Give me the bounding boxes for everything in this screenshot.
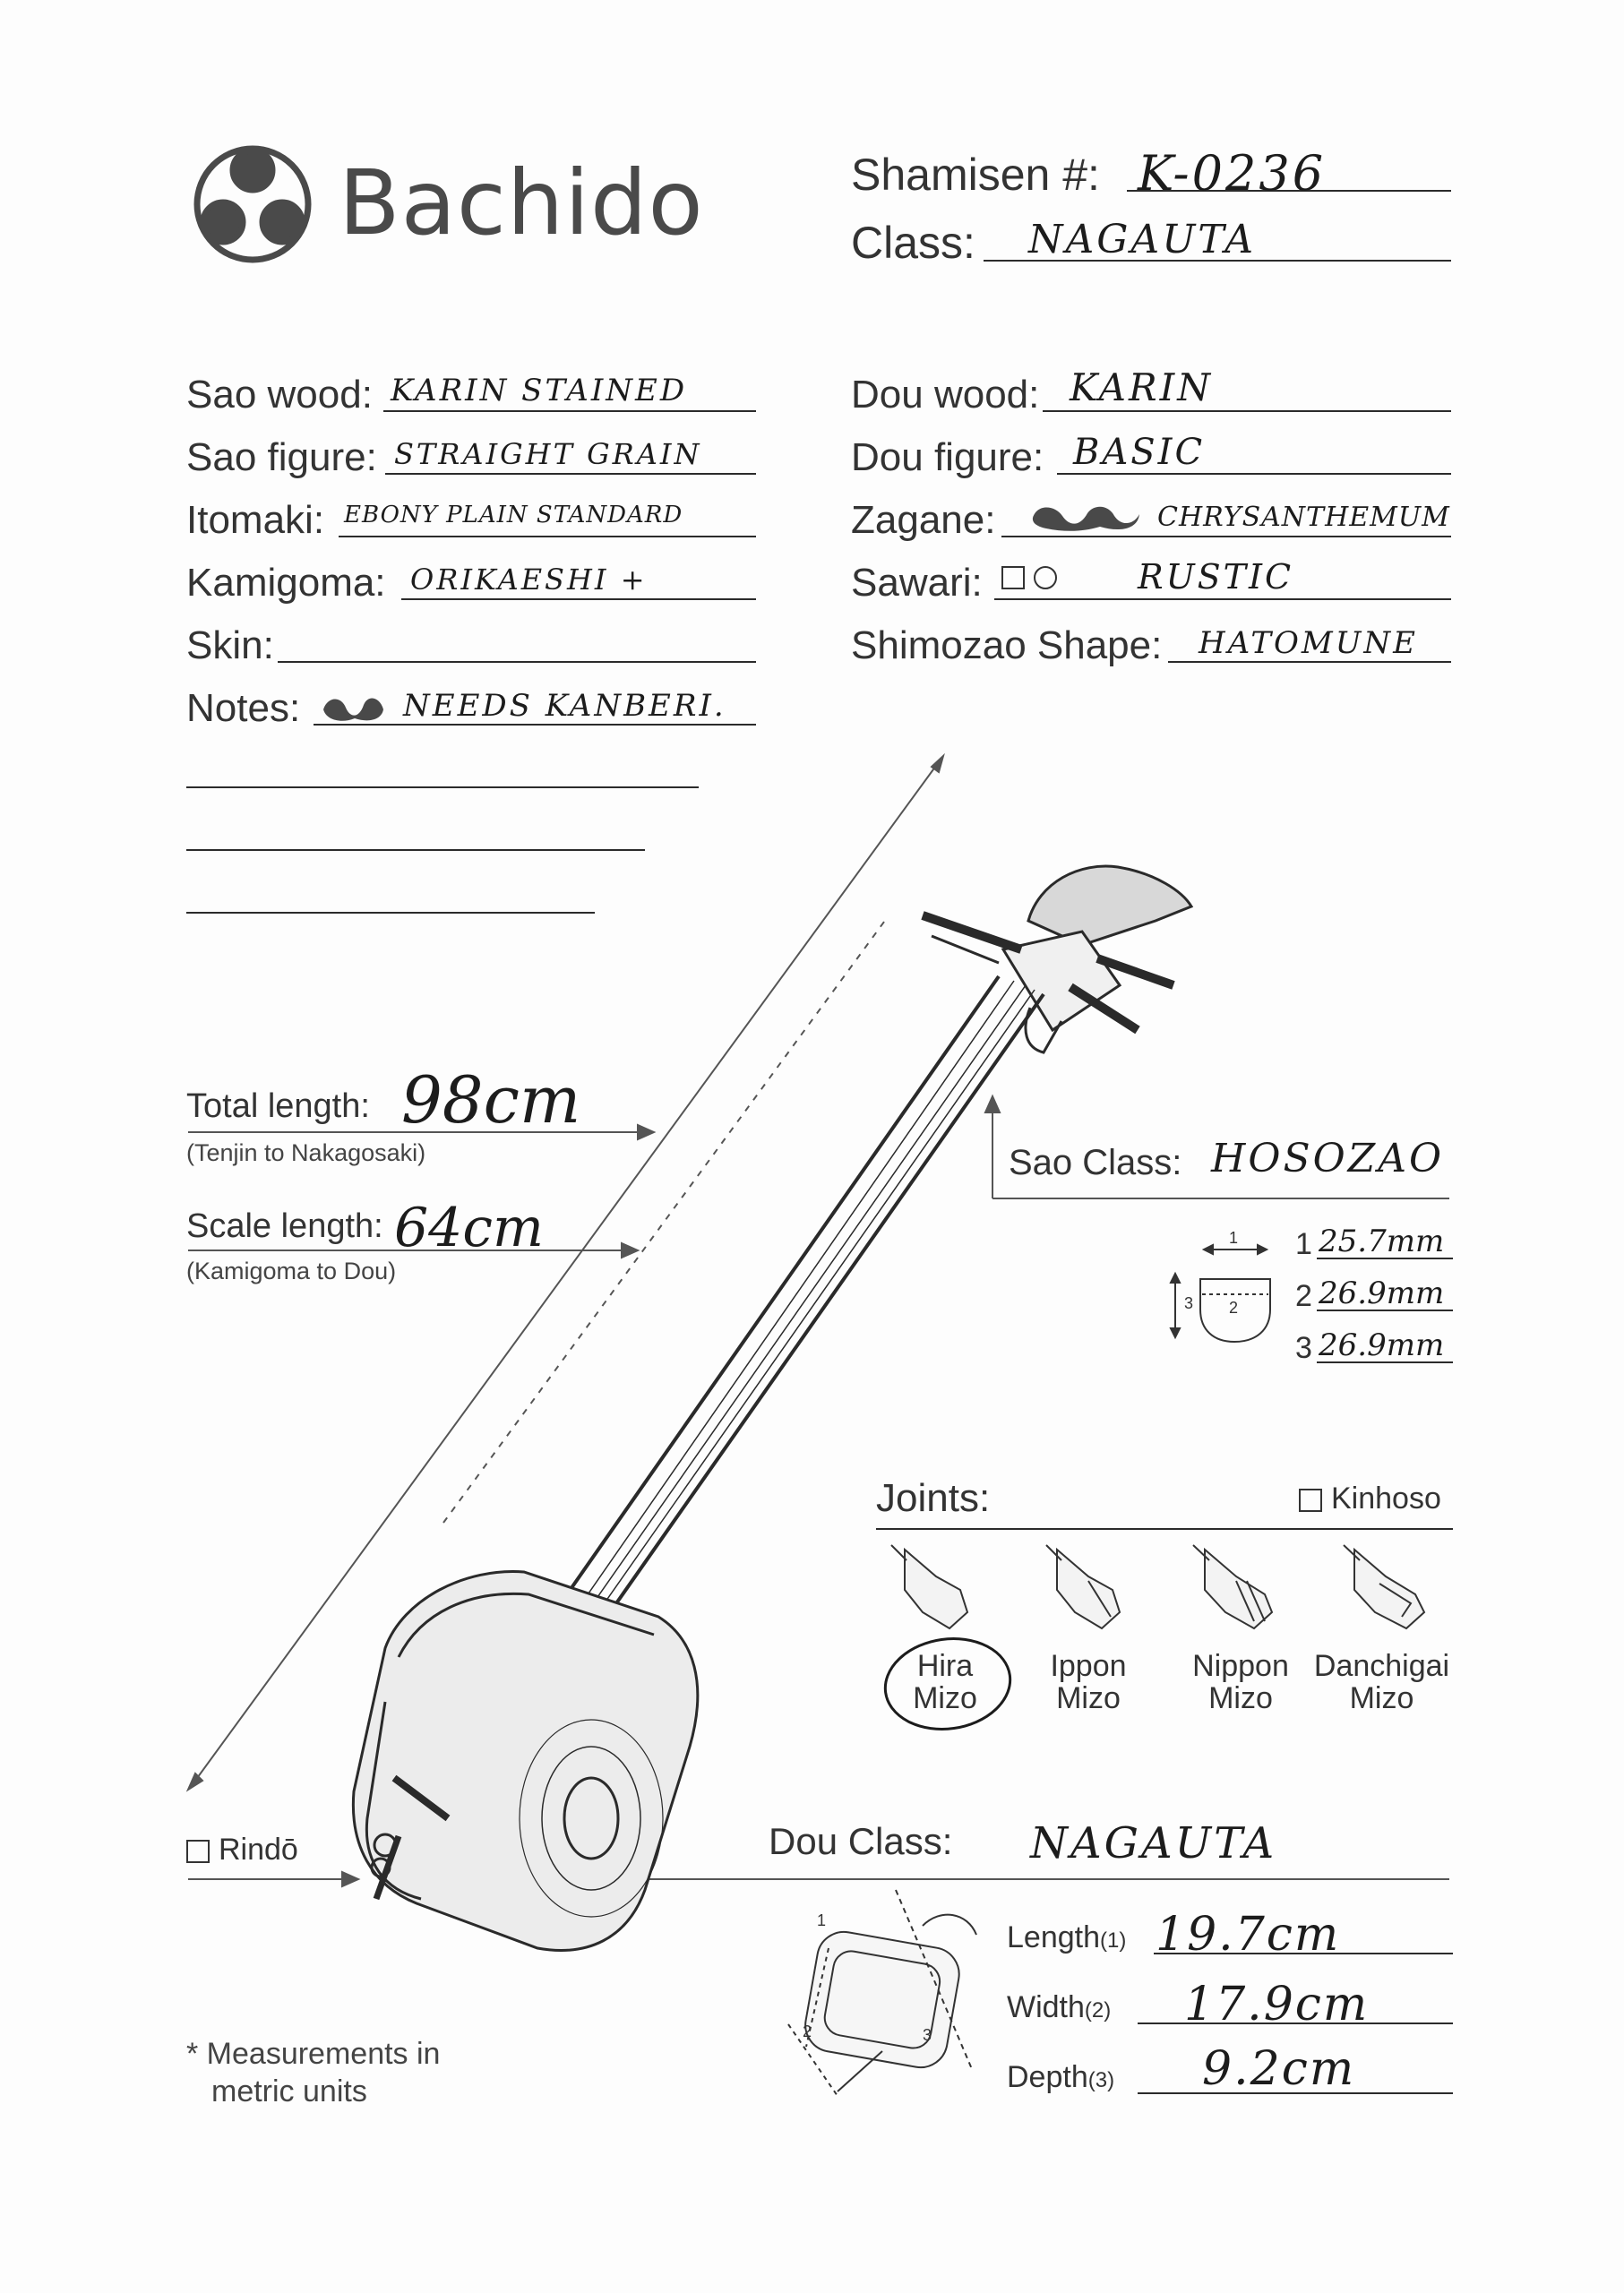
dou-figure-label: Dou figure: (851, 435, 1044, 479)
kamigoma-value: ORIKAESHI + (410, 563, 648, 597)
joints-label: Joints: (876, 1476, 991, 1520)
class-label: Class: (851, 218, 975, 268)
notes-value: NEEDS KANBERI. (403, 688, 726, 724)
dou-depth-label-text: Depth (1007, 2060, 1088, 2094)
sao-measure-1-value: 25.7mm (1319, 1224, 1445, 1259)
sao-figure-label: Sao figure: (186, 435, 377, 479)
dou-figure-line (1057, 473, 1451, 475)
dou-length-label-num: (1) (1100, 1928, 1127, 1953)
bachido-logo-icon (197, 149, 308, 260)
notes-extra-line-2 (186, 849, 645, 851)
sawari-circle-radio[interactable] (1034, 566, 1057, 589)
kinhoso-option[interactable] (1299, 1481, 1441, 1516)
dou-length-label (1007, 1920, 1126, 1955)
sao-diagram-label-2: 2 (1229, 1299, 1239, 1317)
itomaki-value: EBONY PLAIN STANDARD (344, 502, 683, 528)
shimozao-shape-label: Shimozao Shape: (851, 623, 1163, 667)
dou-length-value: 19.7cm (1156, 1908, 1341, 1962)
dou-wood-label: Dou wood: (851, 373, 1040, 417)
skin-label: Skin: (186, 623, 274, 667)
sawari-options (1001, 566, 1057, 589)
zagane-scribble-icon (1028, 500, 1145, 536)
total-length-subtitle: (Tenjin to Nakagosaki) (186, 1139, 426, 1166)
footnote-line-2: metric units (211, 2074, 367, 2108)
sawari-square-checkbox[interactable] (1001, 566, 1025, 589)
dou-length-label-text: Length (1007, 1920, 1100, 1954)
sao-measure-1-number: 1 (1295, 1227, 1312, 1261)
sao-figure-line (385, 473, 756, 475)
sao-wood-value: KARIN STAINED (391, 373, 688, 408)
joint-nippon-line2: Mizo (1208, 1681, 1273, 1715)
dou-wood-line (1043, 410, 1451, 412)
dou-figure-value: BASIC (1073, 432, 1206, 473)
joint-hira-line1: Hira (916, 1649, 974, 1683)
dou-width-label-text: Width (1007, 1990, 1085, 2024)
dou-wood-value: KARIN (1070, 365, 1213, 409)
rindo-label: Rindō (219, 1833, 298, 1867)
joint-option-ippon-mizo[interactable] (1030, 1650, 1147, 1714)
shamisen-number-value: K-0236 (1138, 145, 1327, 202)
total-length-label: Total length: (186, 1087, 370, 1125)
scale-length-subtitle: (Kamigoma to Dou) (186, 1258, 397, 1284)
itomaki-line (339, 536, 756, 537)
joints-line (876, 1528, 1453, 1530)
rindo-option[interactable] (186, 1833, 298, 1868)
dou-diagram-label-2: 2 (803, 2022, 812, 2040)
dou-width-label (1007, 1990, 1111, 2025)
scale-length-label: Scale length: (186, 1207, 383, 1245)
notes-extra-line-1 (186, 786, 699, 788)
joint-ippon-line2: Mizo (1056, 1681, 1121, 1715)
sawari-value: RUSTIC (1138, 557, 1294, 597)
zagane-line (1001, 536, 1451, 537)
sawari-label: Sawari: (851, 561, 983, 605)
zagane-label: Zagane: (851, 498, 996, 542)
notes-scribble-icon (319, 691, 391, 727)
skin-line (278, 661, 756, 663)
dou-depth-value: 9.2cm (1202, 2042, 1356, 2096)
shamisen-number-label: Shamisen #: (851, 150, 1100, 200)
dou-depth-label (1007, 2060, 1114, 2095)
sao-class-value: HOSOZAO (1211, 1136, 1445, 1181)
sao-measure-3-number: 3 (1295, 1331, 1312, 1365)
joint-ippon-line1: Ippon (1050, 1649, 1127, 1683)
shimozao-shape-line (1168, 661, 1451, 663)
kinhoso-label: Kinhoso (1331, 1481, 1441, 1516)
shamisen-illustration (353, 866, 1194, 1950)
joint-nippon-line1: Nippon (1192, 1649, 1289, 1683)
dou-class-label: Dou Class: (769, 1820, 953, 1862)
dou-diagram-label-3: 3 (923, 2026, 932, 2044)
zagane-value: CHRYSANTHEMUM (1157, 502, 1450, 533)
joint-option-danchigai-mizo[interactable] (1308, 1650, 1456, 1714)
sao-class-label: Sao Class: (1009, 1143, 1182, 1182)
brand-name: Bachido (339, 150, 704, 255)
rindo-checkbox[interactable] (186, 1840, 210, 1863)
sao-measure-2-value: 26.9mm (1319, 1275, 1445, 1311)
dou-class-value: NAGAUTA (1030, 1818, 1277, 1868)
sawari-line (994, 598, 1451, 600)
joint-illustrations (891, 1545, 1424, 1628)
dou-diagram-label-1: 1 (817, 1911, 827, 1929)
sao-wood-label: Sao wood: (186, 373, 373, 417)
dou-width-label-num: (2) (1084, 1998, 1112, 2022)
kinhoso-checkbox[interactable] (1299, 1489, 1322, 1512)
dou-depth-label-num: (3) (1087, 2068, 1115, 2092)
kamigoma-line (401, 598, 756, 600)
joint-hira-line2: Mizo (913, 1681, 977, 1715)
class-value: NAGAUTA (1028, 217, 1256, 262)
sao-wood-line (383, 410, 756, 412)
sao-cross-section-diagram (1171, 1245, 1270, 1342)
sao-diagram-label-1: 1 (1229, 1229, 1239, 1247)
sao-measure-2-number: 2 (1295, 1279, 1312, 1313)
notes-extra-line-3 (186, 912, 595, 914)
joint-danchigai-line1: Danchigai (1313, 1649, 1450, 1683)
sao-measure-3-value: 26.9mm (1319, 1327, 1445, 1363)
dou-width-value: 17.9cm (1184, 1978, 1370, 2031)
kamigoma-label: Kamigoma: (186, 561, 386, 605)
footnote-line-1: * Measurements in (186, 2037, 441, 2071)
joint-option-nippon-mizo[interactable] (1173, 1650, 1308, 1714)
joint-danchigai-line2: Mizo (1349, 1681, 1414, 1715)
sao-figure-value: STRAIGHT GRAIN (394, 437, 702, 471)
shimozao-shape-value: HATOMUNE (1199, 625, 1418, 661)
sao-diagram-label-3: 3 (1184, 1294, 1194, 1312)
itomaki-label: Itomaki: (186, 498, 325, 542)
scale-length-value: 64cm (394, 1197, 544, 1259)
joint-option-hira-mizo[interactable] (887, 1650, 1003, 1714)
notes-label: Notes: (186, 686, 301, 730)
total-length-value: 98cm (401, 1062, 581, 1138)
